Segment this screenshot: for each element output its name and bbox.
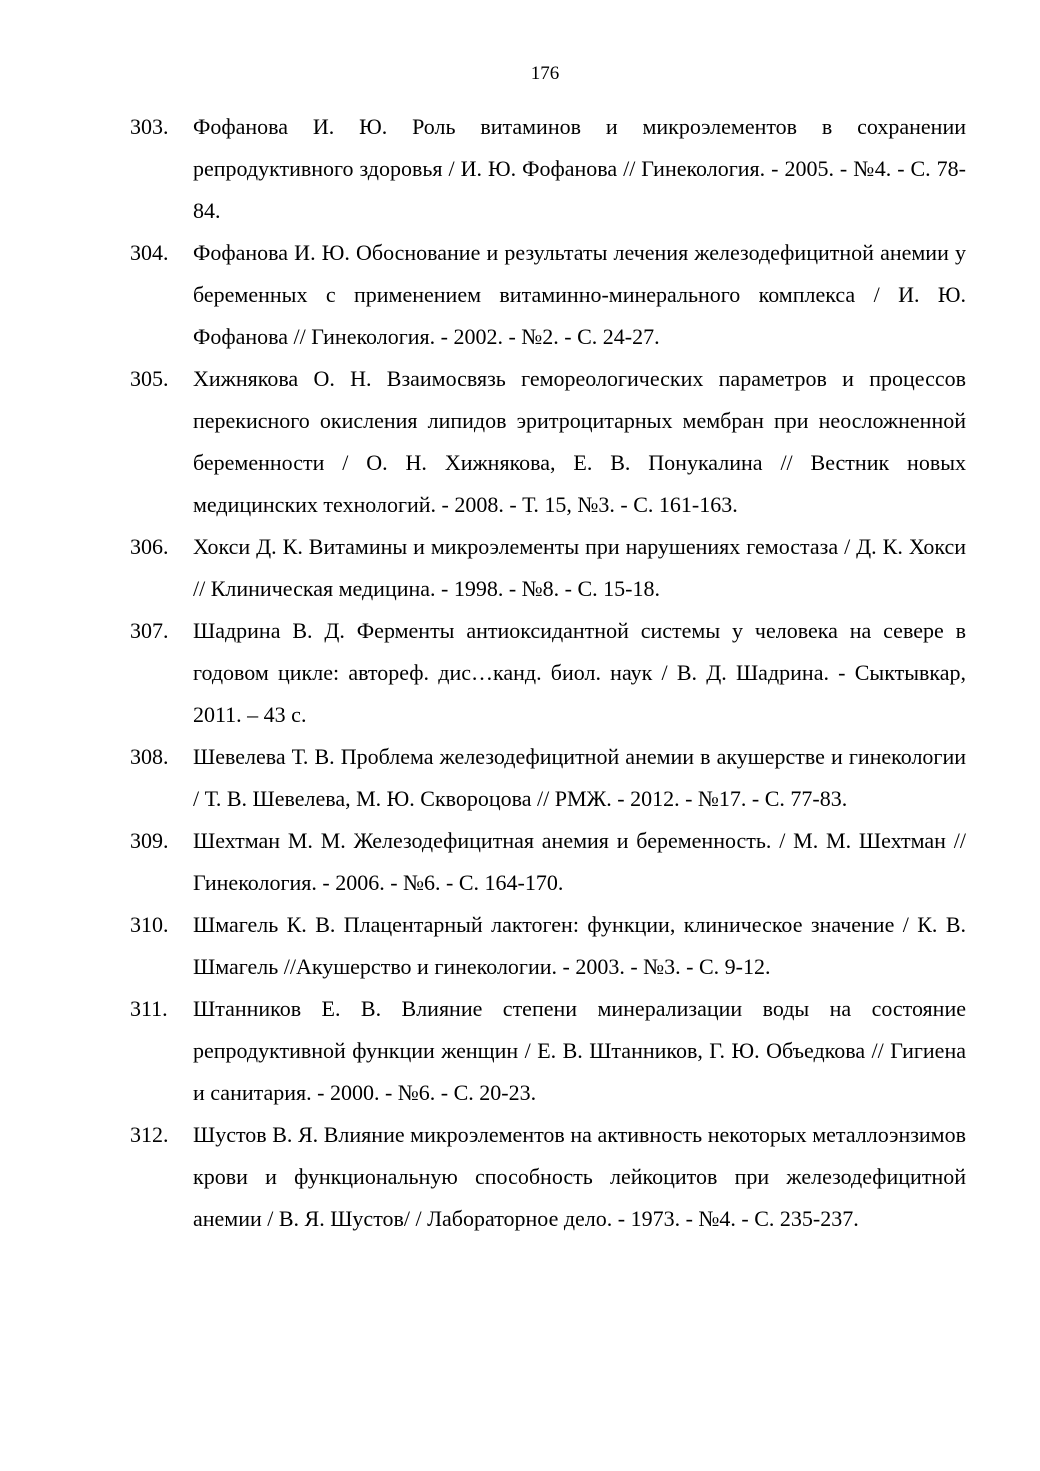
page-number: 176 [530,63,560,84]
reference-item-312 [130,1114,966,1240]
reference-item-305 [130,358,966,526]
reference-number: 311. [130,996,168,1021]
reference-text: Хокси Д. К. Витамины и микроэлементы при нарушениях гемостаза / Д. К. Хокси // Клиническая медицина. - 1998. - №8. - С. 15-18. [193,534,966,601]
reference-text: Штанников Е. В. Влияние степени минерализации воды на состояние репродуктивной функции женщин / Е. В. Штанников, Г. Ю. Объедкова // Гигиена и санитария. - 2000. - №6. - С. 20-23. [193,996,966,1105]
reference-number: 303. [130,114,169,139]
reference-number: 309. [130,828,169,853]
reference-text: Фофанова И. Ю. Обоснование и результаты лечения железодефицитной анемии у беременных с применением витаминно-минерального комплекса / И. Ю. Фофанова // Гинекология. - 2002. - №2. - С. 24-27. [193,240,966,349]
reference-item-310 [130,904,966,988]
reference-number: 310. [130,912,169,937]
reference-number: 307. [130,618,169,643]
reference-text: Шехтман М. М. Железодефицитная анемия и беременность. / М. М. Шехтман // Гинекология. - 2006. - №6. - С. 164-170. [193,828,966,895]
reference-item-309 [130,820,966,904]
reference-number: 312. [130,1122,169,1147]
reference-item-311 [130,988,966,1114]
reference-list [130,106,966,1240]
reference-text: Фофанова И. Ю. Роль витаминов и микроэлементов в сохранении репродуктивного здоровья / И. Ю. Фофанова // Гинекология. - 2005. - №4. - С. 78-84. [193,114,966,223]
reference-number: 304. [130,240,169,265]
reference-item-304 [130,232,966,358]
reference-item-306 [130,526,966,610]
reference-item-308 [130,736,966,820]
reference-text: Шмагель К. В. Плацентарный лактоген: функции, клиническое значение / К. В. Шмагель //Акушерство и гинекологии. - 2003. - №3. - С. 9-12. [193,912,966,979]
reference-number: 308. [130,744,169,769]
reference-text: Шевелева Т. В. Проблема железодефицитной анемии в акушерстве и гинекологии / Т. В. Шевелева, М. Ю. Сквороцова // РМЖ. - 2012. - №17. - С. 77-83. [193,744,966,811]
reference-text: Шадрина В. Д. Ферменты антиоксидантной системы у человека на севере в годовом цикле: автореф. дис…канд. биол. наук / В. Д. Шадрина. - Сыктывкар, 2011. – 43 с. [193,618,966,727]
reference-item-303 [130,106,966,232]
reference-text: Шустов В. Я. Влияние микроэлементов на активность некоторых металлоэнзимов крови и функциональную способность лейкоцитов при железодефицитной анемии / В. Я. Шустов/ / Лабораторное дело. - 1973. - №4. - С. 235-237. [193,1122,966,1231]
reference-number: 305. [130,366,169,391]
reference-text: Хижнякова О. Н. Взаимосвязь гемореологических параметров и процессов перекисного окисления липидов эритроцитарных мембран при неосложненной беременности / О. Н. Хижнякова, Е. В. Понукалина // Вестник новых медицинских технологий. - 2008. - Т. 15, №3. - С. 161-163. [193,366,966,517]
reference-item-307 [130,610,966,736]
reference-number: 306. [130,534,169,559]
